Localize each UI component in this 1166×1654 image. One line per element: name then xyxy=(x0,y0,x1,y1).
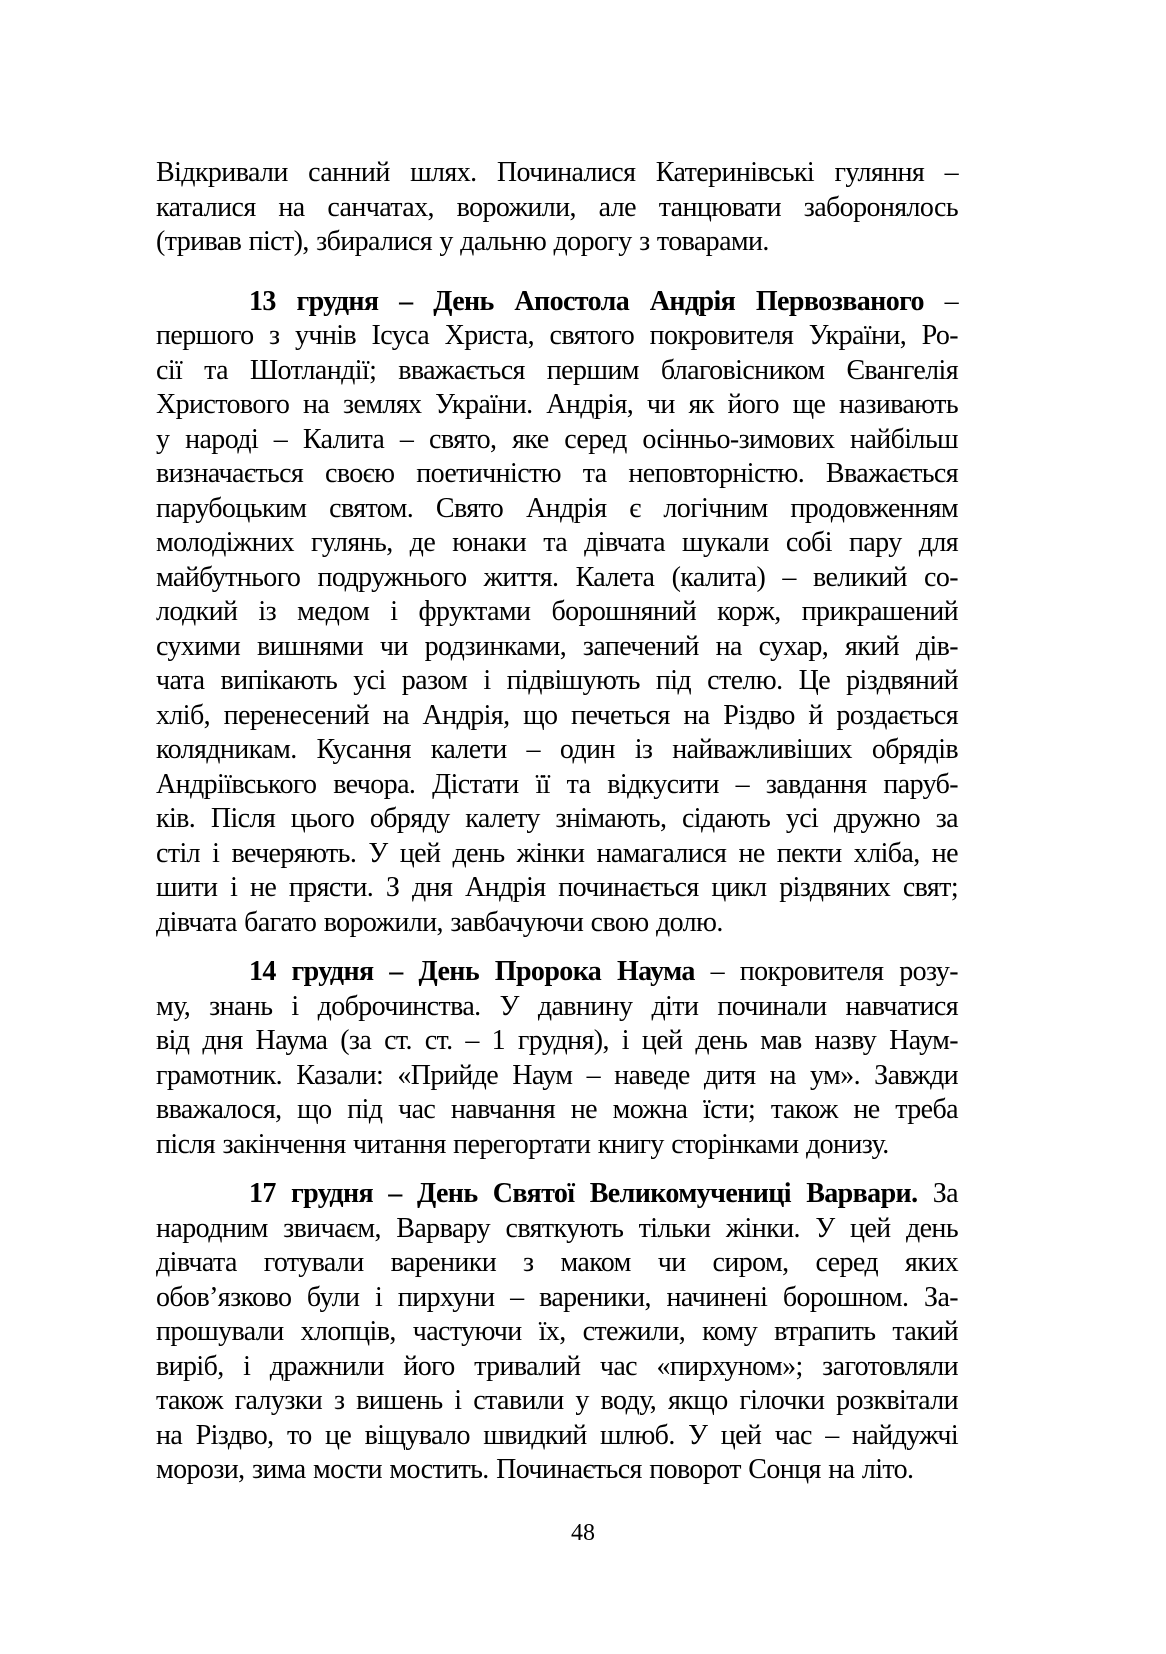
text-line: стіл і вечеряють. У цей день жінки намагалися не пекти хліба, не xyxy=(156,837,958,869)
text-line: каталися на санчатах, ворожили, але танцювати заборонялось xyxy=(156,191,958,223)
text-line: дівчата багато ворожили, завбачуючи свою долю. xyxy=(156,906,723,938)
paragraph-heading-line xyxy=(156,285,958,320)
heading-continuation: – xyxy=(923,285,958,317)
text-line: хліб, перенесений на Андрія, що печеться на Різдво й роздається xyxy=(156,699,958,731)
text-line: після закінчення читання перегортати книгу сторінками донизу. xyxy=(156,1128,889,1160)
date-heading: 14 грудня – День Пророка Наума xyxy=(249,956,695,987)
paragraph-heading-line xyxy=(156,1177,958,1212)
text-line: Христового на землях України. Андрія, чи як його ще називають xyxy=(156,389,958,420)
text-line: також галузки з вишень і ставили у воду, якщо гілочки розквітали xyxy=(156,1385,958,1416)
text-line: колядникам. Кусання калети – один із найважливіших обрядів xyxy=(156,734,958,765)
text-line: ків. Після цього обряду калету знімають, сідають усі дружно за xyxy=(156,803,958,834)
text-line: му, знань і доброчинства. У давнину діти починали навчатися xyxy=(156,990,958,1022)
page-number: 48 xyxy=(571,1520,595,1546)
text-line: морози, зима мости мостить. Починається поворот Сонця на літо. xyxy=(156,1454,914,1485)
date-heading: 17 грудня – День Святої Великомучениці Варвари. xyxy=(249,1178,918,1209)
text-line: шити і не прясти. З дня Андрія починається цикл різдвяних свят; xyxy=(156,872,958,903)
paragraph xyxy=(156,1177,958,1488)
page-body xyxy=(156,156,958,1503)
text-line: парубоцьким святом. Свято Андрія є логічним продовженням xyxy=(156,492,958,524)
text-line: вважалося, що під час навчання не можна їсти; також не треба xyxy=(156,1094,958,1125)
paragraph xyxy=(156,285,958,941)
paragraph xyxy=(156,955,958,1162)
text-line: дівчата готували вареники з маком чи сиром, серед яких xyxy=(156,1247,958,1278)
text-line: виріб, і дражнили його тривалий час «пирхуном»; заготовляли xyxy=(156,1350,958,1382)
heading-continuation: – покровителя розу- xyxy=(694,956,959,987)
text-line: народним звичаєм, Варвару святкують тільки жінки. У цей день xyxy=(156,1212,958,1244)
text-line: визначається своєю поетичністю та неповторністю. Вважається xyxy=(156,458,958,489)
text-line: чата випікають усі разом і підвішують під стелю. Це різдвяний xyxy=(156,665,958,696)
text-line: сії та Шотландії; вважається першим благовісником Євангелія xyxy=(156,354,958,386)
paragraph-heading-line xyxy=(156,955,958,990)
text-line: (тривав піст), збиралися у дальню дорогу з товарами. xyxy=(156,226,769,257)
text-line: прошували хлопців, частуючи їх, стежили, кому втрапить такий xyxy=(156,1316,958,1347)
text-line: лодкий із медом і фруктами борошняний корж, прикрашений xyxy=(156,596,958,627)
text-line: Відкривали санний шлях. Починалися Катеринівські гуляння – xyxy=(156,157,958,188)
text-line: Андріївського вечора. Дістати її та відкусити – завдання паруб- xyxy=(156,768,958,800)
paragraph xyxy=(156,156,958,260)
text-line: майбутнього подружнього життя. Калета (калита) – великий со- xyxy=(156,561,958,593)
text-line: від дня Наума (за ст. ст. – 1 грудня), і цей день мав назву Наум- xyxy=(156,1025,958,1056)
text-line: сухими вишнями чи родзинками, запечений на сухар, який дів- xyxy=(156,630,958,662)
text-line: першого з учнів Ісуса Христа, святого покровителя України, Ро- xyxy=(156,320,958,351)
text-line: обов’язково були і пирхуни – вареники, начинені борошном. За- xyxy=(156,1281,958,1313)
text-line: на Різдво, то це віщувало швидкий шлюб. У цей час – найдужчі xyxy=(156,1419,958,1451)
text-line: молодіжних гулянь, де юнаки та дівчата шукали собі пару для xyxy=(156,527,958,558)
date-heading: 13 грудня – День Апостола Андрія Первозваного xyxy=(249,285,924,317)
heading-continuation: За xyxy=(917,1178,958,1209)
text-line: грамотник. Казали: «Прийде Наум – наведе дитя на ум». Завжди xyxy=(156,1059,958,1091)
text-line: у народі – Калита – свято, яке серед осінньо-зимових найбільш xyxy=(156,423,958,455)
